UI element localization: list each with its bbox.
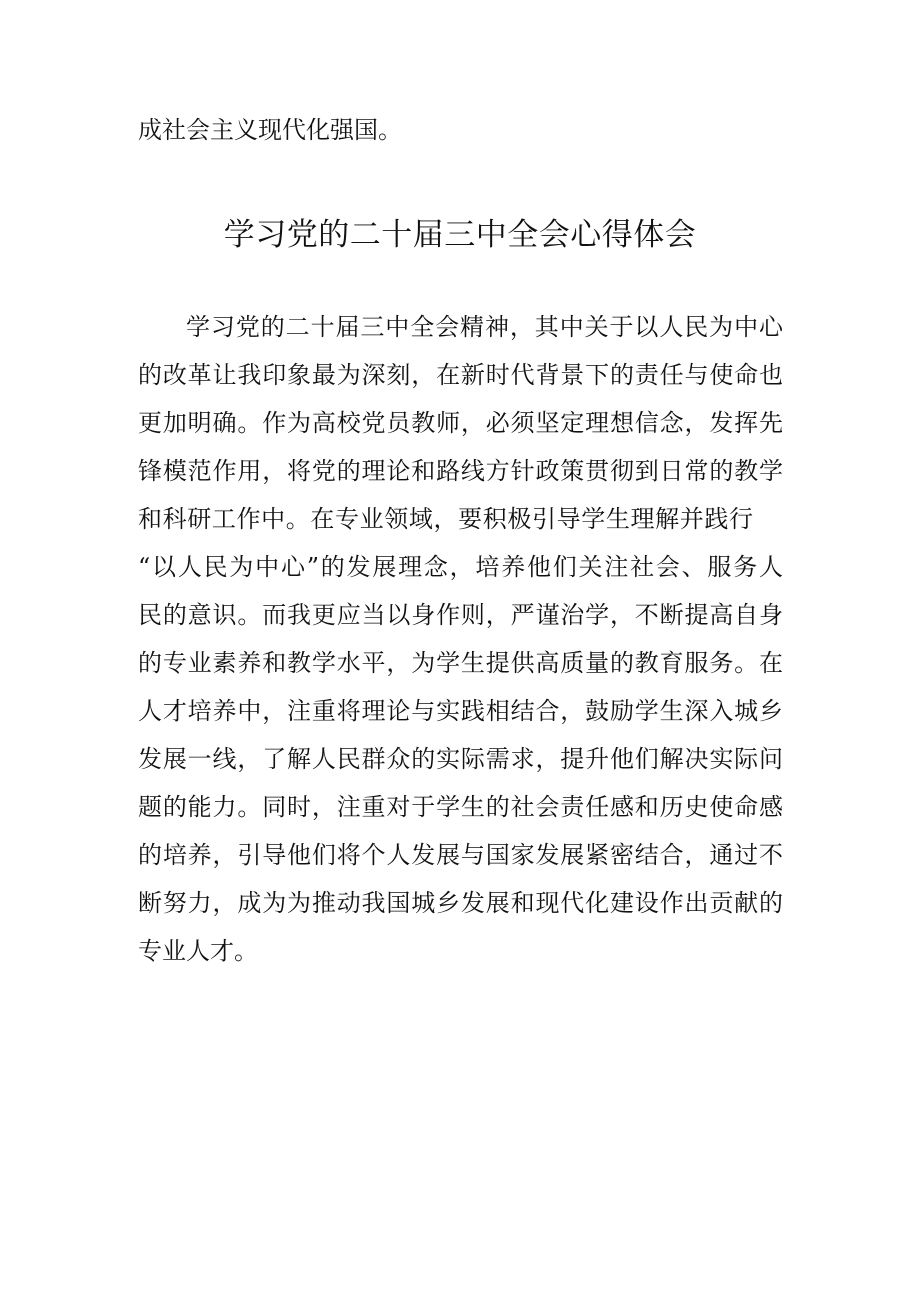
paragraph-line: 断努力，成为为推动我国城乡发展和现代化建设作出贡献的: [138, 889, 783, 917]
paragraph-line: 和科研工作中。在专业领域，要积极引导学生理解并践行: [138, 505, 753, 533]
paragraph-line: 题的能力。同时，注重对于学生的社会责任感和历史使命感: [138, 793, 783, 821]
previous-section-tail: 成社会主义现代化强国。: [138, 116, 402, 144]
page-title: 学习党的二十届三中全会心得体会: [223, 217, 697, 253]
paragraph-line: 更加明确。作为高校党员教师，必须坚定理想信念，发挥先: [138, 409, 783, 437]
paragraph-line: 的培养，引导他们将个人发展与国家发展紧密结合，通过不: [138, 841, 783, 869]
paragraph-line: 发展一线，了解人民群众的实际需求，提升他们解决实际问: [138, 745, 783, 773]
paragraph-line: 的专业素养和教学水平，为学生提供高质量的教育服务。在: [138, 649, 783, 677]
paragraph-line: 专业人才。: [138, 937, 258, 965]
paragraph-line: 民的意识。而我更应当以身作则，严谨治学，不断提高自身: [138, 601, 783, 629]
paragraph-line: 学习党的二十届三中全会精神，其中关于以人民为中心: [186, 313, 783, 341]
paragraph-line: “以人民为中心”的发展理念，培养他们关注社会、服务人: [138, 553, 783, 581]
paragraph-line: 锋模范作用，将党的理论和路线方针政策贯彻到日常的教学: [138, 457, 783, 485]
paragraph-line: 的改革让我印象最为深刻，在新时代背景下的责任与使命也: [138, 361, 783, 389]
paragraph-line: 人才培养中，注重将理论与实践相结合，鼓励学生深入城乡: [138, 697, 783, 725]
